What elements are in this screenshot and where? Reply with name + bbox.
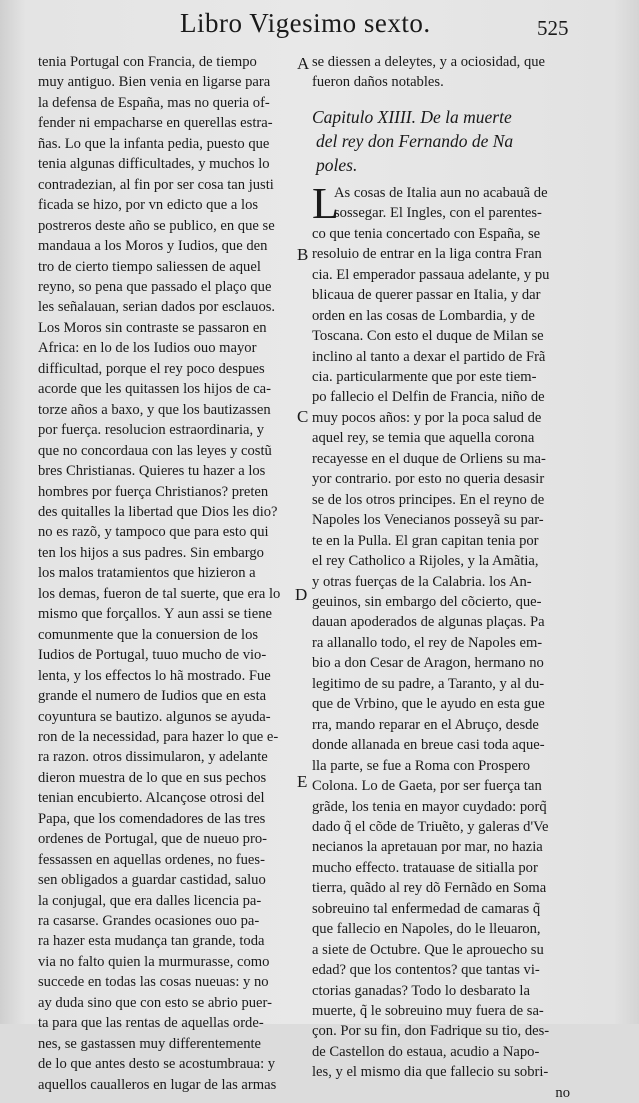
text-line: des quitalles la libertad que Dios les dio? [38,503,278,520]
text-line: mucho effecto. tratauase de sitialla por [312,859,538,876]
text-line: aquel rey, se temia que aquella corona [312,430,535,447]
text-line: Los Moros sin contraste se passaron en [38,319,267,336]
text-line: po fallecio el Delfin de Francia, niño de [312,389,545,406]
text-line: co que tenia concertado con España, se [312,225,541,242]
text-line: necianos la apretauan por mar, no hazia [312,839,543,856]
text-line: sobreuino tal enfermedad de camaras q̃ [312,900,541,917]
text-line: fender ni empacharse en querellas estra- [38,115,273,132]
text-line: lla parte, se fue a Roma con Prospero [312,757,531,774]
text-line: tro de cierto tiempo saliessen de aquel [38,258,261,275]
text-line: orden en las cosas de Lombardia, y de [312,307,535,324]
catchword: no [555,1084,570,1101]
text-line: As cosas de Italia aun no acabauã de [334,184,548,201]
text-line: muy pocos años: y por la poca salud de [312,409,542,426]
text-line: Papa, que los comendadores de las tres [38,810,266,827]
text-line: difficultad, porque el rey poco despues [38,360,265,377]
text-line: rra, mando reparar en el Abruço, desde [312,716,539,733]
text-line: postreros deste año se publico, en que se [38,217,275,234]
text-line: contradezian, al fin por ser cosa tan justi [38,176,274,193]
text-line: muy antiguo. Bien venia en ligarse para [38,74,271,91]
text-line: dado q̃ el cõde de Triuẽto, y galeras d'Ve [312,818,549,835]
text-line: a siete de Octubre. Que le aprouecho su [312,941,544,958]
text-line: grãde, los tenia en mayor cuydado: porq̃ [312,798,547,815]
text-line: bres Christianas. Quieres tu hazer a los [38,463,266,480]
text-line: ron de la necessidad, para hazer lo que e- [38,728,279,745]
text-line: lenta, y los effectos lo hã mostrado. Fue [38,667,271,684]
text-line: fessassen en aquellas ordenes, no fues- [38,851,265,868]
text-line: hombres por fuerça Christianos? preten [38,483,269,500]
chapter-title-line: poles. [316,154,358,175]
margin-marker-a: A [297,54,310,73]
chapter-title-line: Capitulo XIIII. De la muerte [312,106,512,127]
text-line: la defensa de España, mas no queria of- [38,94,270,111]
text-line: inclino al tanto a dexar el partido de Frã [312,348,546,365]
text-line: los malos tratamientos que hizieron a [38,565,256,582]
text-line: recayesse en el duque de Orliens su ma- [312,450,546,467]
text-line: acorde que les quitassen los hijos de ca- [38,381,272,398]
text-line: ficada se hizo, por vn edicto que a los [38,197,259,214]
text-line: aquellos caualleros en lugar de las armas [38,1076,277,1093]
margin-marker-d: D [295,585,308,604]
text-line: sossegar. El Ingles, con el parentes- [334,205,542,222]
text-line: la conjugal, que era dalles licencia pa- [38,892,262,909]
text-line: ten los hijos a sus padres. Sin embargo [38,544,264,561]
text-line: que de Vrbino, que le ayudo en esta gue [312,696,545,713]
text-line: cia. particularmente que por este tiem- [312,368,537,385]
text-line: yor contrario. por esto no queria desasir [312,471,545,488]
right-column [312,52,570,1103]
margin-marker-e: E [297,772,308,791]
margin-marker-b: B [297,245,309,264]
text-line: dauan apoderados de algunas plaças. Pa [312,614,545,631]
text-line: ay duda sino que con esto se abrio puer- [38,994,272,1011]
text-line: legitimo de su padre, a Taranto, y al du- [312,675,545,692]
text-line: ctorias ganadas? Todo lo desbarato la [312,982,530,999]
text-line: Napoles los Venecianos posseyã su par- [312,512,544,529]
text-line: comunmente que la conuersion de los [38,626,259,643]
text-line: reyno, so pena que passado el plaço que [38,278,272,295]
text-line: tenia Portugal con Francia, de tiempo [38,54,257,70]
text-line: de Castellon do estaua, acudio a Napo- [312,1043,540,1060]
text-line: edad? que los contentos? que tantas vi- [312,962,540,979]
drop-cap: L [312,178,339,228]
text-line: via no falto quien la murmurasse, como [38,953,270,970]
left-column [38,52,294,1095]
text-line: Africa: en lo de los Iudios ouo mayor [38,340,257,357]
chapter-title [312,105,570,177]
text-line: tenian encubierto. Alcançose otrosi del [38,790,265,807]
text-line: nes, se gastassen muy differentemente [38,1035,262,1052]
text-line: Toscana. Con esto el duque de Milan se [312,328,544,345]
text-line: se diessen a deleytes, y a ociosidad, que [312,54,546,70]
text-line: les, y el mismo dia que fallecio su sobri- [312,1064,549,1081]
chapter-title-line: del rey don Fernando de Na [316,130,514,151]
text-line: ra razon. otros dissimularon, y adelante [38,749,268,766]
text-line: ra casarse. Grandes ocasiones ouo pa- [38,913,260,930]
text-line: mandaua a los Moros y Iudios, que den [38,238,268,255]
text-line: resoluio de entrar en la liga contra Fran [312,246,542,263]
text-line: succede en todas las cosas nueuas: y no [38,974,269,991]
text-line: sen obligados a guardar castidad, saluo [38,872,266,889]
text-line: Iudios de Portugal, tuuo mucho de vio- [38,647,267,664]
margin-marker-c: C [297,407,309,426]
text-line: tierra, quãdo al rey dõ Fernãdo en Soma [312,880,547,897]
text-line: donde allanada en breue casi toda aque- [312,737,545,754]
text-line: mismo que forçallos. Y aun assi se tiene [38,606,272,623]
page-number: 525 [537,16,569,40]
text-line: dieron muestra de lo que en sus pechos [38,769,267,786]
text-line: de lo que antes desto se acostumbraua: y [38,1056,276,1073]
text-line: ñas. Lo que la infanta pedia, puesto que [38,135,270,152]
text-line: se de los otros principes. En el reyno de [312,491,545,508]
text-line: grande el numero de Iudios que en esta [38,688,267,705]
running-head: Libro Vigesimo sexto. [180,8,431,38]
text-line: torze años a baxo, y que los bautizassen [38,401,271,418]
text-line: y otras fuerças de la Calabria. los An- [312,573,532,590]
text-line: no es razõ, y tampoco que para esto qui [38,524,269,541]
text-line: bio a don Cesar de Aragon, hermano no [312,655,544,672]
text-line: ordenes de Portugal, que de nueuo pro- [38,831,267,848]
text-line: los demas, fueron de tal suerte, que era lo [38,585,281,602]
text-line: ra allanallo todo, el rey de Napoles em- [312,634,543,651]
text-line: blicaua de querer passar en Italia, y dar [312,287,541,304]
text-line: fueron daños notables. [312,74,444,91]
chapter-opening [312,178,570,228]
text-line: ra hazer esta mudança tan grande, toda [38,933,265,950]
text-line: por fuerça. resolucion estraordinaria, y [38,422,265,439]
text-line: coyuntura se bautizo. algunos se ayuda- [38,708,271,725]
text-line: el rey Catholico a Rijoles, y la Amãtia, [312,553,539,570]
text-line: muerte, q̃ le sobreuino muy fuera de sa- [312,1003,544,1020]
text-line: ta para que las rentas de aquellas orde- [38,1015,264,1032]
text-line: çon. Por su fin, don Fadrique su tio, des- [312,1023,550,1040]
text-line: que no concordaua con las leyes y costũ [38,442,272,459]
text-line: te en la Pulla. El gran capitan tenia por [312,532,539,549]
text-line: tenia algunas difficultades, y muchos lo [38,156,270,173]
text-line: cia. El emperador passaua adelante, y pu [312,266,550,283]
text-line: les señalauan, serian dados por esclauos. [38,299,276,316]
text-line: geuinos, sin embargo del cõcierto, que- [312,593,542,610]
text-line: Colona. Lo de Gaeta, por ser fuerça tan [312,778,542,795]
text-line: que fallecio en Napoles, do le lleuaron, [312,921,541,938]
